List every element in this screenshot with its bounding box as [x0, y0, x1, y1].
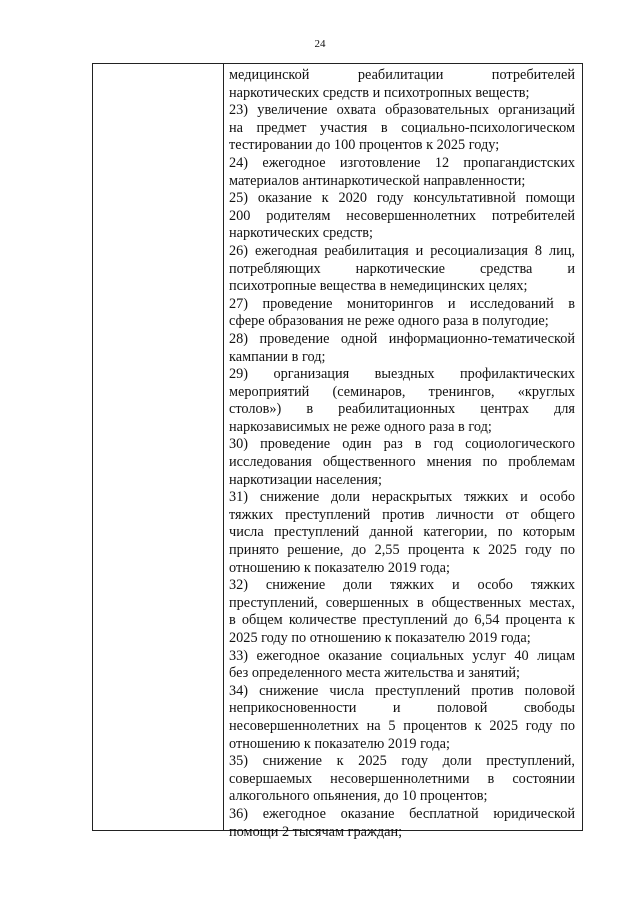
list-item-line: кампании в год;: [229, 348, 326, 365]
list-item-line: материалов антинаркотической направленности;: [229, 172, 526, 189]
list-item-line: наркозависимых не реже одного раза в год;: [229, 418, 492, 435]
list-item: [229, 155, 575, 190]
list-item-line: 30) проведение один раз в год социологического: [229, 436, 575, 453]
list-item-line: совершаемых несовершеннолетними в состоянии: [229, 770, 575, 787]
list-item: [229, 243, 575, 296]
list-item-line: 35) снижение к 2025 году доли преступлений,: [229, 753, 575, 770]
list-item-line: 29) организация выездных профилактических: [229, 366, 575, 383]
list-item-line: без определенного места жительства и занятий;: [229, 665, 520, 682]
list-item-line: 24) ежегодное изготовление 12 пропагандистских: [229, 154, 575, 171]
list-item-line: тяжких преступлений против личности от общего: [229, 506, 575, 523]
list-item-line: 25) оказание к 2020 году консультативной помощи: [229, 190, 575, 207]
list-item: [229, 577, 575, 647]
list-item-line: 36) ежегодное оказание бесплатной юридической: [229, 805, 575, 822]
list-item-line: несовершеннолетних на 5 процентов к 2025 году по: [229, 717, 575, 734]
list-item: [229, 190, 575, 243]
list-item: [229, 296, 575, 331]
list-item-line: отношению к показателю 2019 года;: [229, 559, 450, 576]
list-item: [229, 648, 575, 683]
list-item-line: неприкосновенности и половой свободы: [229, 700, 575, 717]
list-item-line: алкогольного опьянения, до 10 процентов;: [229, 788, 488, 805]
list-item-line: сфере образования не реже одного раза в полугодие;: [229, 313, 549, 330]
list-item: [229, 489, 575, 577]
list-item-line: принято решение, до 2,55 процента к 2025 году по: [229, 542, 575, 559]
list-item-line: помощи 2 тысячам граждан;: [229, 823, 403, 840]
list-item-line: отношению к показателю 2019 года;: [229, 735, 450, 752]
page-number: 24: [314, 38, 326, 50]
list-item-line: 26) ежегодная реабилитация и ресоциализация 8 лиц,: [229, 242, 575, 259]
list-item-line: 34) снижение числа преступлений против половой: [229, 682, 575, 699]
list-item-line: 27) проведение мониторингов и исследований в: [229, 295, 575, 312]
list-item-line: столов») в реабилитационных центрах для: [229, 401, 575, 418]
list-item: [229, 683, 575, 753]
table-right-column: [224, 64, 582, 841]
list-item-line: потребляющих наркотические средства и: [229, 260, 575, 277]
list-item-line: в общем количестве преступлений до 6,54 процента к: [229, 612, 575, 629]
list-item-line: 33) ежегодное оказание социальных услуг 40 лицам: [229, 647, 575, 664]
list-item-line: 200 родителям несовершеннолетних потребителей: [229, 207, 575, 224]
list-item-line: медицинской реабилитации потребителей: [229, 67, 575, 83]
list-item: [229, 331, 575, 366]
document-table: [92, 63, 583, 840]
list-item: [229, 436, 575, 489]
list-item: [229, 806, 575, 841]
list-item-line: на предмет участия в социально-психологическом: [229, 119, 575, 136]
list-item-line: мероприятий (семинаров, тренингов, «круглых: [229, 383, 575, 400]
list-item-line: 31) снижение доли нераскрытых тяжких и особо: [229, 489, 575, 506]
list-item: [229, 753, 575, 806]
list-item-line: 28) проведение одной информационно-тематической: [229, 330, 575, 347]
list-item: [229, 67, 575, 102]
list-item: [229, 366, 575, 436]
list-item-line: психотропные вещества в немедицинских целях;: [229, 278, 528, 295]
list-item-line: тестировании до 100 процентов к 2025 году;: [229, 137, 500, 154]
list-item-line: преступлений, совершенных в общественных местах,: [229, 594, 575, 611]
list-item-line: исследования общественного мнения по проблемам: [229, 454, 575, 471]
list-item-line: наркотических средств;: [229, 225, 374, 242]
list-item-line: 2025 году по отношению к показателю 2019 года;: [229, 630, 531, 646]
list-item-line: наркотических средств и психотропных веществ;: [229, 84, 530, 101]
list-item-line: 23) увеличение охвата образовательных организаций: [229, 102, 575, 119]
list-item: [229, 102, 575, 155]
list-item-line: 32) снижение доли тяжких и особо тяжких: [229, 577, 575, 594]
list-item-line: числа преступлений данной категории, по которым: [229, 524, 575, 541]
list-item-line: наркотизации населения;: [229, 471, 382, 488]
table-left-column: [93, 64, 224, 830]
